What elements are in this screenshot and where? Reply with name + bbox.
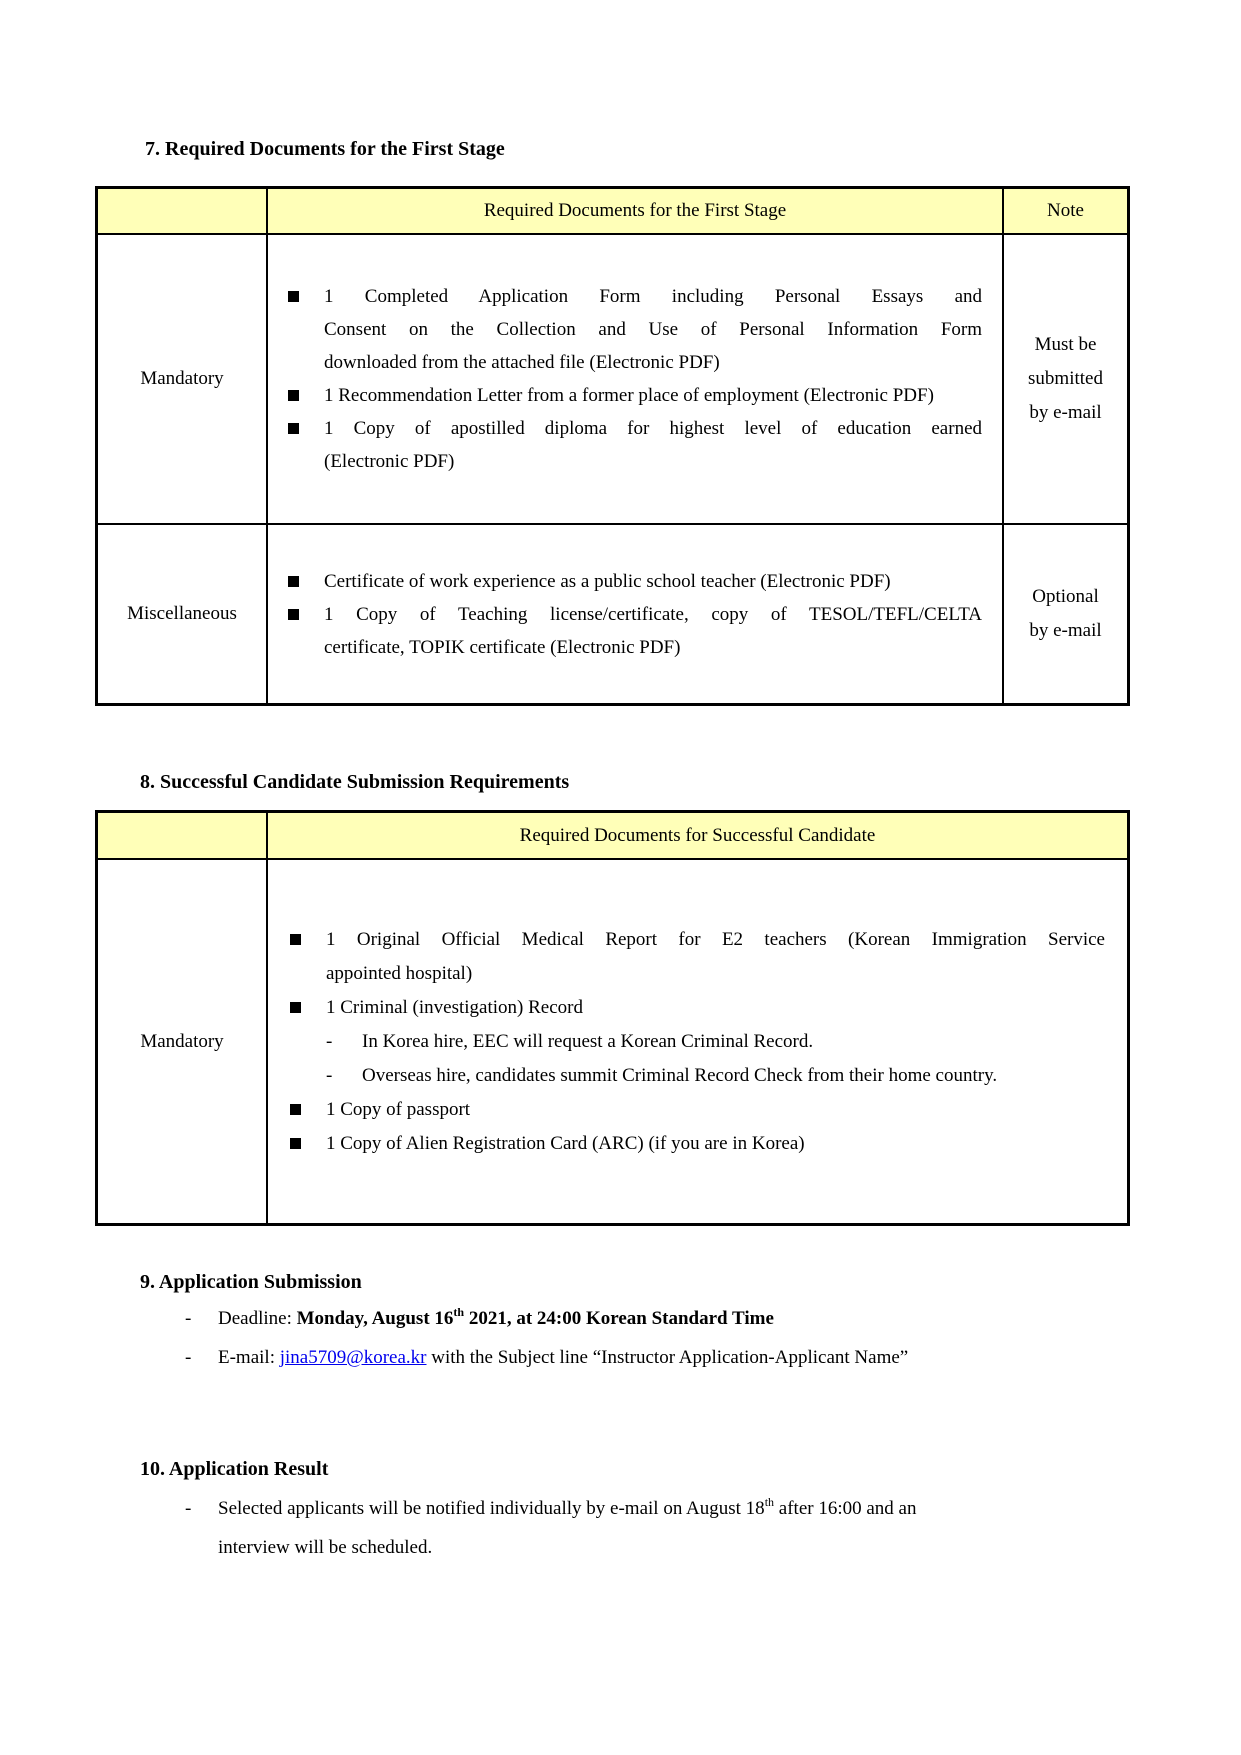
text-line: appointed hospital) [326,962,473,984]
text-line: 1 Copy of Alien Registration Card (ARC) (if you are in Korea) [326,1132,805,1154]
bullet-square [288,291,299,302]
requirement-item [290,923,1105,991]
bullet-square-icon [290,923,326,957]
result-item [185,1490,1106,1566]
bullet-square [290,1104,301,1115]
note-line: by e-mail [1029,402,1102,423]
requirement-item [290,1025,1105,1059]
section-9-heading: 9. Application Submission [140,1271,362,1293]
text-line: 1 Original Official Medical Report for E2 teachers (Korean Immigration Service [326,928,1105,950]
deadline-time: 2021, at 24:00 Korean Standard Time [464,1308,774,1329]
dash-marker: - [185,1498,192,1519]
row-label [98,235,268,523]
requirements-cell [268,860,1127,1223]
requirement-text [326,923,1105,991]
bullet-square-icon [290,1093,326,1127]
requirement-item [288,598,982,664]
bullet-square-icon [288,412,324,445]
dash-marker: - [326,1064,333,1086]
dash-marker: - [185,1308,192,1329]
text-line: 1 Criminal (investigation) Record [326,996,583,1018]
requirement-item [288,565,982,598]
text-line: 1 Copy of Teaching license/certificate, copy of TESOL/TEFL/CELTA [324,603,982,625]
bullet-square-icon [288,280,324,313]
text-line: 1 Copy of apostilled diploma for highest level of education earned [324,418,982,439]
requirement-text [324,598,982,664]
requirement-item [290,1127,1105,1161]
dash-marker: - [326,1030,333,1052]
requirements-cell [268,525,1004,703]
deadline-text [218,1300,1035,1339]
deadline-label: Deadline: [218,1308,297,1329]
deadline-ordinal-suffix: th [453,1305,465,1319]
requirement-item [290,1059,1105,1093]
row-label-text: Mandatory [140,368,224,389]
note-cell [1004,525,1127,703]
requirement-item [290,991,1105,1025]
email-label: E-mail: [218,1347,280,1368]
text-line: Consent on the Collection and Use of Personal Information Form [324,319,982,340]
row-label [98,860,268,1223]
text-line: Overseas hire, candidates summit Criminal Record Check from their home country. [362,1064,998,1086]
table2-header-title: Required Documents for Successful Candidate [519,824,876,846]
bullet-square [288,390,299,401]
table1-header-empty-cell [98,189,268,233]
requirements-cell [268,235,1004,523]
note-line: Optional [1032,586,1099,607]
bullet-square [288,423,299,434]
successful-candidate-table-header [98,813,1127,860]
bullet-square-icon [288,379,324,412]
first-stage-table-header [98,189,1127,235]
text-line: 1 Copy of passport [326,1098,471,1120]
result-line-2: interview will be scheduled. [218,1537,433,1558]
bullet-square [288,609,299,620]
email-link[interactable]: jina5709@korea.kr [279,1347,427,1368]
requirement-text [324,565,982,598]
application-result-list [185,1490,1106,1566]
note-cell [1004,235,1127,523]
text-line: (Electronic PDF) [324,451,455,472]
text-line: downloaded from the attached file (Electronic PDF) [324,352,720,373]
table2-header-empty-cell [98,813,268,858]
bullet-square [290,1002,301,1013]
requirement-text [326,1127,1105,1161]
application-submission-list [95,1300,1035,1376]
table1-header-title: Required Documents for the First Stage [268,189,1004,233]
table-row [98,860,1127,1223]
requirement-text [326,1093,1105,1127]
requirement-item [288,412,982,478]
bullet-square-icon [288,598,324,631]
section-7-heading: 7. Required Documents for the First Stage [145,138,505,160]
text-line: In Korea hire, EEC will request a Korean Criminal Record. [362,1030,814,1052]
bullet-square [290,1138,301,1149]
section-10-heading: 10. Application Result [140,1458,329,1480]
requirement-text [324,280,982,379]
bullet-square [290,934,301,945]
bullet-square [288,576,299,587]
text-line: Certificate of work experience as a public school teacher (Electronic PDF) [324,570,891,592]
requirement-text [362,1025,1105,1059]
table1-header-note: Note [1047,200,1084,221]
requirement-item [290,1093,1105,1127]
table-row [98,235,1127,523]
bullet-square-icon [288,565,324,598]
email-text [218,1339,1035,1376]
successful-candidate-table [95,810,1130,1226]
requirement-item [288,379,982,412]
requirement-text [326,991,1105,1025]
deadline-date: Monday, August 16 [296,1308,454,1329]
note-line: Must be [1034,334,1097,355]
deadline-item [185,1300,1035,1339]
note-line: submitted [1028,368,1103,389]
section-8-heading: 8. Successful Candidate Submission Requirements [140,771,570,793]
dash-marker: - [185,1347,192,1368]
bullet-square-icon [290,991,326,1025]
email-item [185,1339,1035,1376]
requirement-text [324,379,982,412]
requirement-text [324,412,982,478]
bullet-square-icon [290,1127,326,1161]
text-line: 1 Completed Application Form including Personal Essays and [324,286,982,307]
text-line: 1 Recommendation Letter from a former place of employment (Electronic PDF) [324,385,934,406]
table-row [98,523,1127,703]
email-subject-note: with the Subject line “Instructor Application-Applicant Name” [426,1347,909,1368]
text-line: certificate, TOPIK certificate (Electronic PDF) [324,636,681,658]
requirement-text [362,1059,1105,1093]
requirement-item [288,280,982,379]
result-line-1: Selected applicants will be notified individually by e-mail on August 18th after 16:00 and an [218,1495,917,1519]
row-label-text: Miscellaneous [127,603,237,624]
note-line: by e-mail [1029,620,1102,641]
row-label-text: Mandatory [140,1030,224,1052]
result-text [218,1490,1106,1566]
row-label [98,525,268,703]
first-stage-table [95,186,1130,706]
